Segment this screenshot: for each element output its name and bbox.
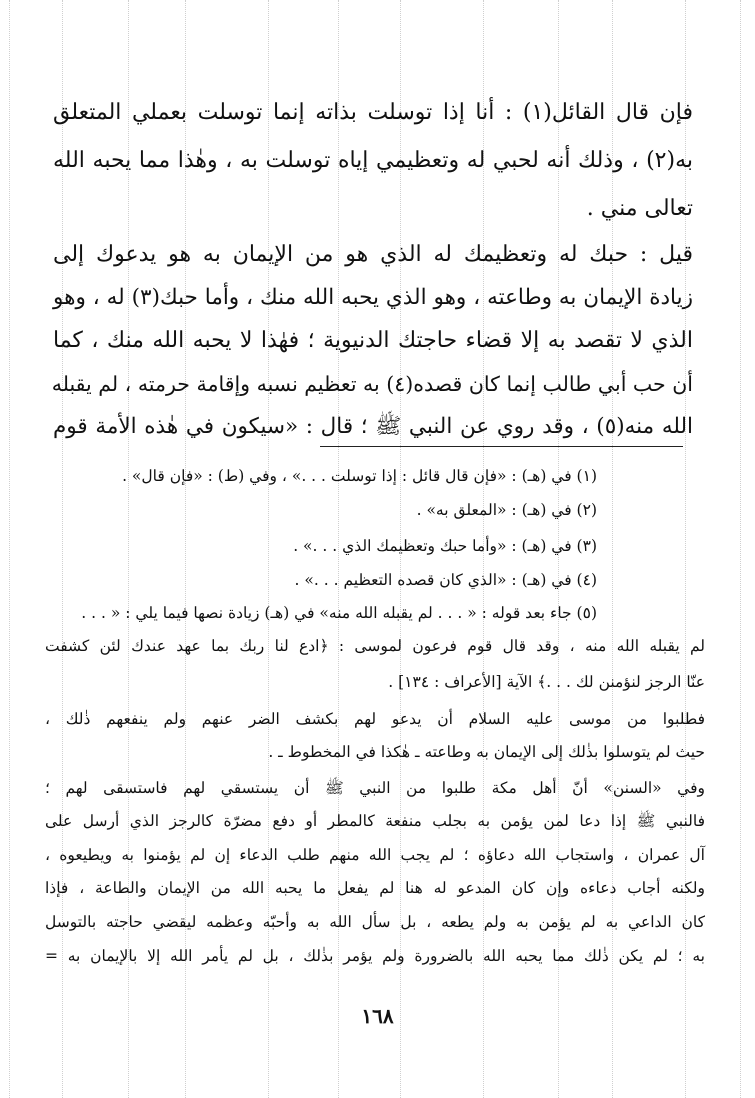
footnote-line: (٤) في (هـ) : «الذي كان قصده التعظيم . . .» . <box>294 571 597 589</box>
footnote-line: عنّا الرجز لنؤمنن لك . . .﴾ الآية [الأعراف : ١٣٤] . <box>388 673 705 691</box>
footnote-line: فطلبوا من موسى عليه السلام أن يدعو لهم بكشف الضر عنهم ولم ينفعهم ذٰلك ، <box>45 710 705 728</box>
main-text-line: به(٢) ، وذلك أنه لحبي له وتعظيمي إياه توسلت به ، وهٰذا مما يحبه الله <box>53 148 693 173</box>
main-text-line: أن حب أبي طالب إنما كان قصده(٤) به تعظيم نسبه وإقامة حرمته ، لم يقبله <box>51 372 693 396</box>
footnote-line: فالنبي ﷺ إذا دعا لمن يؤمن به بجلب منفعة كالمطر أو دفع مضرّة كالرجز الذي أرسل على <box>45 812 705 830</box>
footnote-line: آل عمران ، واستجاب الله دعاؤه ؛ لم يجب الله منهم طلب الدعاء إن لم يؤمنوا به ويطيعوه ، <box>45 846 705 864</box>
main-text-line: قيل : حبك له وتعظيمك له الذي هو من الإيمان به هو يدعوك إلى <box>53 242 693 267</box>
footnote-line: وفي «السنن» أنّ أهل مكة طلبوا من النبي ﷺ أن يستسقي لهم فاستسقى لهم ؛ <box>45 779 705 797</box>
footnote-line: كان الداعي به لم يؤمن به ولم يطعه ، بل سأل الله به وأحبّه وعظمه ليقضي حاجته بالتوسل <box>45 913 705 931</box>
main-text-line: تعالى مني . <box>586 196 693 221</box>
main-text-line: زيادة الإيمان به وطاعته ، وهو الذي يحبه الله منك ، وأما حبك(٣) له ، وهو <box>53 285 693 310</box>
footnote-line: به ؛ لم يكن ذٰلك مما يحبه الله بالضرورة ولم يؤمر بذٰلك ، بل لم يأمر الله إلا بالإيمان به = <box>45 947 705 965</box>
main-text-line: الذي لا تقصد به إلا قضاء حاجتك الدنيوية ؛ فهٰذا لا يحبه الله منك ، كما <box>53 328 693 353</box>
footnote-line: لم يقبله الله منه ، وقد قال قوم فرعون لموسى : ﴿ادع لنا ربك بما عهد عندك لئن كشفت <box>45 637 705 655</box>
page-number: ١٦٨ <box>361 1004 394 1028</box>
footnote-separator <box>320 446 683 447</box>
footnote-line: (٥) جاء بعد قوله : « . . . لم يقبله الله منه» في (هـ) زيادة نصها فيما يلي : « . . . <box>81 604 597 622</box>
footnote-line: حيث لم يتوسلوا بذٰلك إلى الإيمان به وطاعته ـ هٰكذا في المخطوط ـ . <box>268 743 705 761</box>
footnote-line: (٣) في (هـ) : «وأما حبك وتعظيمك الذي . . .» . <box>293 537 597 555</box>
footnote-line: (١) في (هـ) : «فإن قال قائل : إذا توسلت . . .» ، وفي (ط) : «فإن قال» . <box>122 467 597 485</box>
footnote-line: (٢) في (هـ) : «المعلق به» . <box>416 501 597 519</box>
main-text-line: الله منه(٥) ، وقد روي عن النبي ﷺ ؛ قال : «سيكون في هٰذه الأمة قوم <box>53 414 693 439</box>
main-text-line: فإن قال القائل(١) : أنا إذا توسلت بذاته إنما توسلت بعملي المتعلق <box>53 100 693 125</box>
footnote-line: ولكنه أجاب دعاءه وإن كان المدعو له هنا لم يفعل ما يحبه الله من الإيمان والطاعة ، فإذا <box>45 879 705 897</box>
